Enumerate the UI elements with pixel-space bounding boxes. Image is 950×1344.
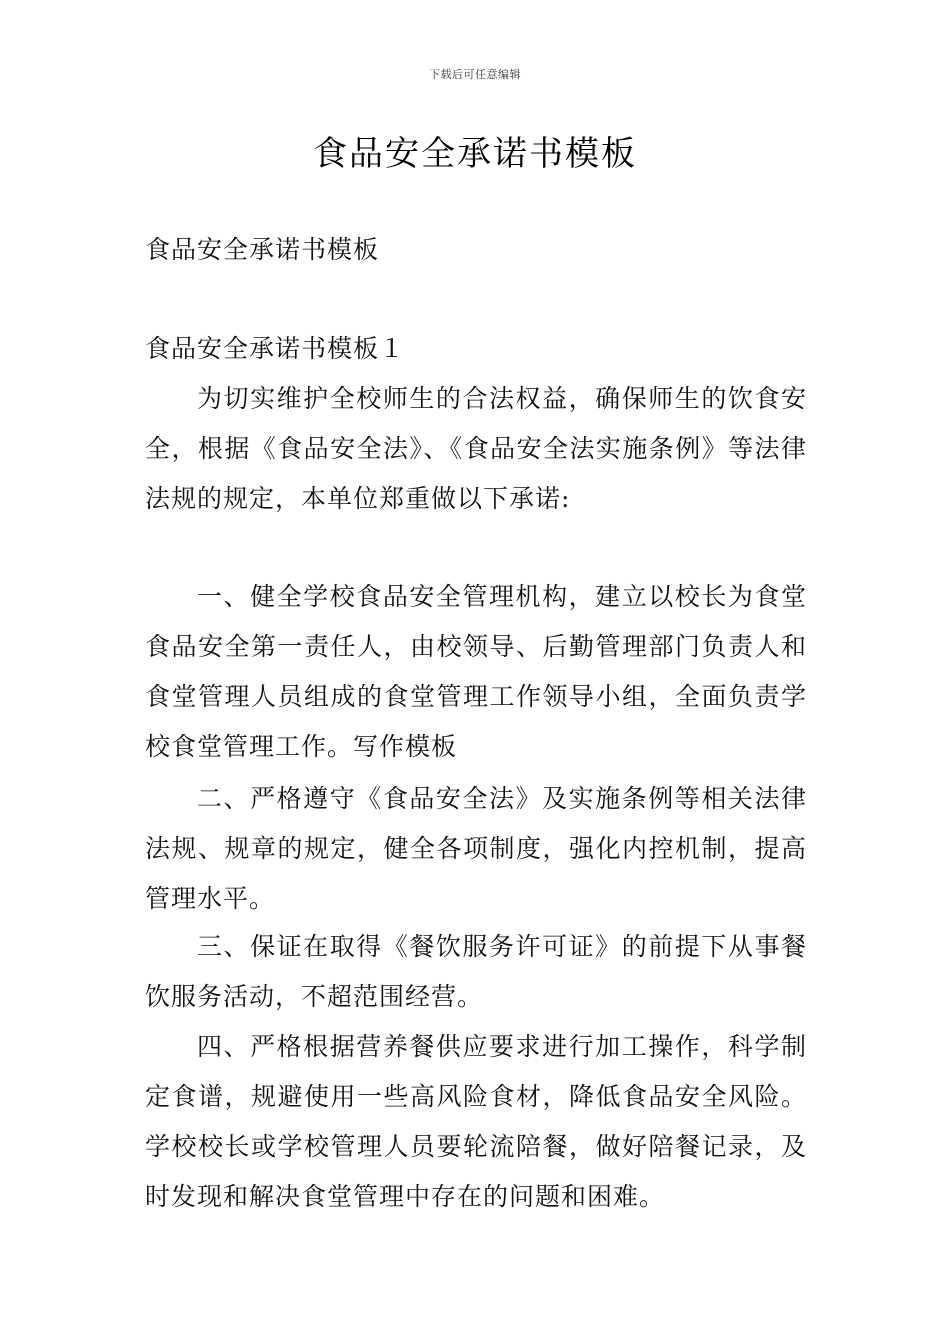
paragraph-commitment-2: 二、严格遵守《食品安全法》及实施条例等相关法律法规、规章的规定，健全各项制度，强化内控机制，提高管理水平。 [145, 784, 807, 913]
paragraph-intro: 为切实维护全校师生的合法权益，确保师生的饮食安全，根据《食品安全法》、《食品安全法实施条例》等法律法规的规定，本单位郑重做以下承诺: [145, 384, 807, 513]
document-title: 食品安全承诺书模板 [313, 134, 637, 174]
paragraph-commitment-3: 三、保证在取得《餐饮服务许可证》的前提下从事餐饮服务活动，不超范围经营。 [145, 932, 807, 1011]
header-note: 下载后可任意编辑 [429, 68, 521, 81]
paragraph-commitment-1: 一、健全学校食品安全管理机构，建立以校长为食堂食品安全第一责任人，由校领导、后勤管理部门负责人和食堂管理人员组成的食堂管理工作领导小组，全面负责学校食堂管理工作。写作模板 [145, 582, 807, 761]
document-subtitle: 食品安全承诺书模板 [145, 235, 380, 264]
section-heading: 食品安全承诺书模板１ [145, 334, 406, 363]
paragraph-commitment-4: 四、严格根据营养餐供应要求进行加工操作，科学制定食谱，规避使用一些高风险食材，降低食品安全风险。学校校长或学校管理人员要轮流陪餐，做好陪餐记录，及时发现和解决食堂管理中存在的问题和困难。 [145, 1032, 807, 1211]
